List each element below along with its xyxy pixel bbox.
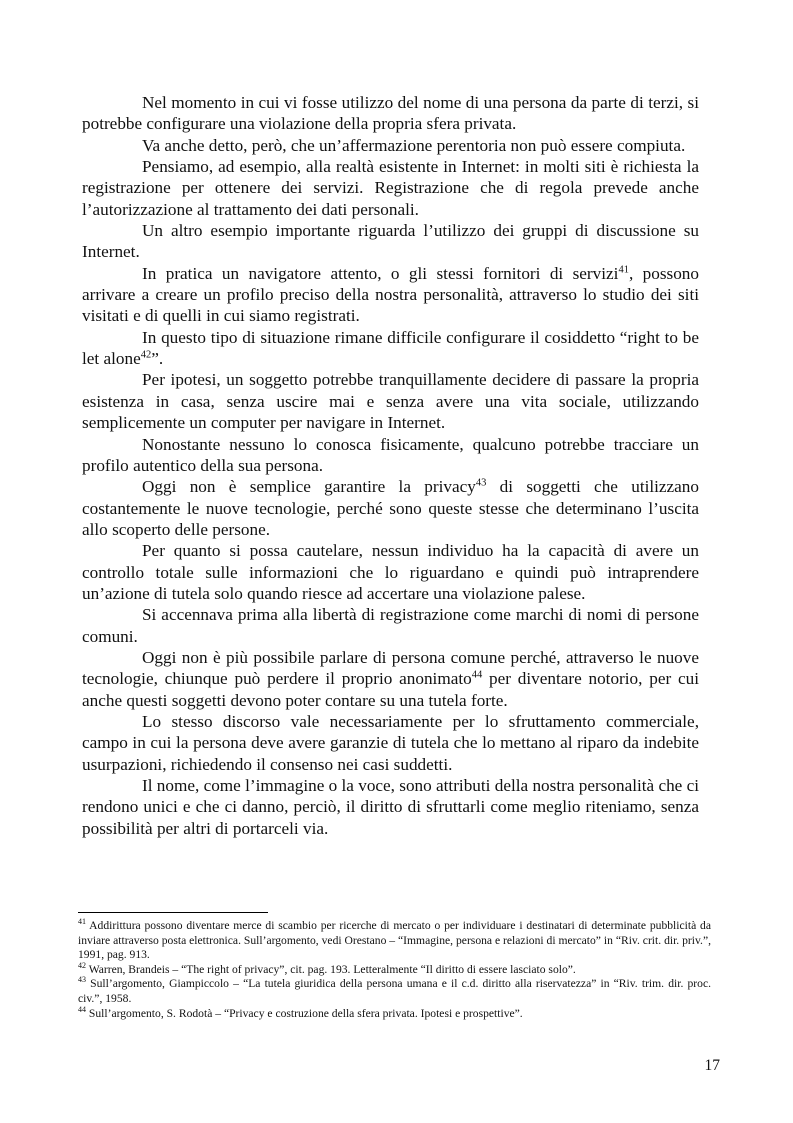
- paragraph: Per ipotesi, un soggetto potrebbe tranquillamente decidere di passare la propria esistenza in casa, senza uscire mai e senza avere una vita sociale, utilizzando semplicemente un computer per navigare in Internet.: [82, 370, 699, 433]
- footnote: [78, 960, 711, 978]
- footnote-number: 43: [78, 975, 86, 985]
- footnote-number: 42: [78, 960, 86, 970]
- footnote-ref: 43: [475, 477, 487, 489]
- footnote-text: Addirittura possono diventare merce di scambio per ricerche di mercato o per individuare i destinatari di determinate pubblicità da inviare attraverso posta elettronica. Sull’argomento, vedi Orestano – “Immagine, persona e relazioni di mercato” in “Riv. crit. dir. priv.”, 1991, pag. 913.: [78, 919, 711, 962]
- paragraph-text: In pratica un navigatore attento, o gli stessi fornitori di servizi: [142, 263, 619, 283]
- paragraph: Va anche detto, però, che un’affermazione perentoria non può essere compiuta.: [142, 135, 686, 155]
- footnote-number: 41: [78, 917, 86, 927]
- paragraph: Nel momento in cui vi fosse utilizzo del nome di una persona da parte di terzi, si potrebbe configurare una violazione della propria sfera privata.: [82, 93, 699, 134]
- footnote-text: Sull’argomento, S. Rodotà – “Privacy e costruzione della sfera privata. Ipotesi e prospettive”.: [86, 1006, 523, 1020]
- paragraph-text: Oggi non è semplice garantire la privacy: [142, 477, 476, 497]
- paragraph-text: , possono arrivare a creare un profilo preciso della nostra personalità, attraverso lo studio dei siti visitati e di quelli in cui siamo registrati.: [82, 263, 699, 326]
- paragraph: Si accennava prima alla libertà di registrazione come marchi di nomi di persone comuni.: [82, 605, 699, 646]
- paragraph-text: ”.: [151, 349, 164, 369]
- page-number: 17: [704, 1057, 720, 1074]
- footnote: [78, 919, 711, 963]
- paragraph: [82, 263, 699, 327]
- paragraph: Un altro esempio importante riguarda l’utilizzo dei gruppi di discussione su Internet.: [82, 221, 699, 262]
- paragraph: Pensiamo, ad esempio, alla realtà esistente in Internet: in molti siti è richiesta la registrazione per ottenere dei servizi. Registrazione che di regola prevede anche l’autorizzazione al trattamento dei dati personali.: [82, 157, 699, 219]
- footnote-ref: 41: [618, 264, 629, 276]
- paragraph-text: In questo tipo di situazione rimane difficile configurare il cosiddetto “right to be let alone: [82, 327, 699, 369]
- paragraph: [82, 476, 699, 540]
- paragraph: [82, 647, 699, 711]
- paragraph-text: di soggetti che utilizzano costantemente le nuove tecnologie, perché sono queste stesse che determinano l’uscita allo scoperto delle persone.: [82, 477, 699, 539]
- paragraph: Il nome, come l’immagine o la voce, sono attributi della nostra personalità che ci rendono unici e che ci danno, perciò, il diritto di sfruttarli come meglio riteniamo, senza possibilità per altri di portarceli via.: [82, 776, 699, 838]
- footnote-ref: 42: [140, 349, 152, 361]
- body-text: [82, 92, 699, 839]
- footnote: [78, 1004, 711, 1022]
- footnote-text: Warren, Brandeis – “The right of privacy”, cit. pag. 193. Letteralmente “Il diritto di essere lasciato solo”.: [86, 962, 576, 976]
- paragraph: [82, 327, 699, 370]
- footnote-text: Sull’argomento, Giampiccolo – “La tutela giuridica della persona umana e il c.d. diritto alla riservatezza” in “Riv. trim. dir. proc. civ.”, 1958.: [78, 977, 711, 1005]
- footnote-separator: [78, 912, 268, 913]
- footnote: [78, 977, 711, 1006]
- footnote-ref: 44: [471, 669, 483, 681]
- footnote-number: 44: [78, 1004, 86, 1014]
- paragraph: Nonostante nessuno lo conosca fisicamente, qualcuno potrebbe tracciare un profilo autentico della sua persona.: [82, 434, 699, 475]
- paragraph-text: Oggi non è più possibile parlare di persona comune perché, attraverso le nuove tecnologie, chiunque può perdere il proprio anonimato: [82, 647, 699, 689]
- paragraph: Per quanto si possa cautelare, nessun individuo ha la capacità di avere un controllo totale sulle informazioni che lo riguardano e quindi può intraprendere un’azione di tutela solo quando riesce ad accertare una violazione palese.: [82, 541, 699, 603]
- paragraph-text: per diventare notorio, per cui anche questi soggetti devono poter contare su una tutela forte.: [82, 669, 699, 710]
- paragraph: Lo stesso discorso vale necessariamente per lo sfruttamento commerciale, campo in cui la persona deve avere garanzie di tutela che lo mettano al riparo da indebite usurpazioni, richiedendo il consenso nei casi suddetti.: [82, 711, 699, 774]
- footnotes: [78, 919, 711, 1021]
